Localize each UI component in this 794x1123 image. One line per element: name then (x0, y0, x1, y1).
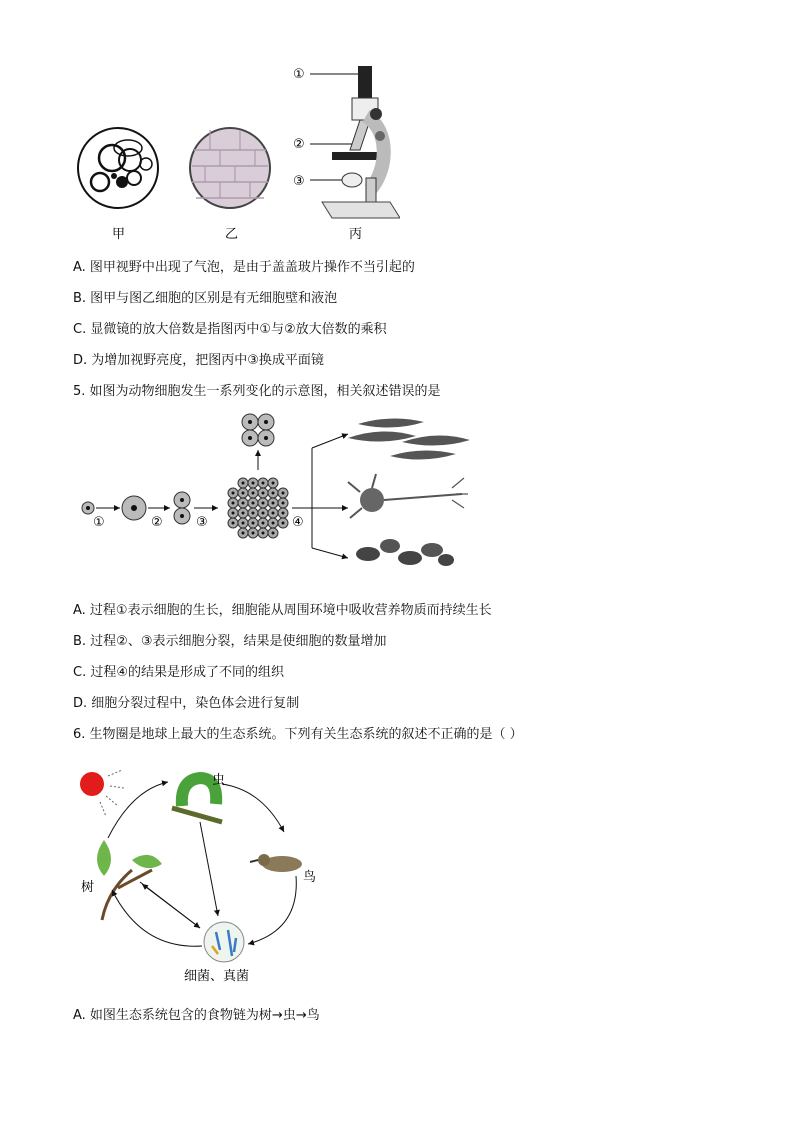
cluster-cell-nucleus (262, 522, 265, 525)
cluster-cell-nucleus (252, 482, 255, 485)
q4-option-b: B. 图甲与图乙细胞的区别是有无细胞壁和液泡 (73, 291, 338, 306)
tree-image (97, 840, 162, 920)
cluster-cell-nucleus (242, 482, 245, 485)
microscope-bing (310, 66, 400, 218)
label-bird: 鸟 (303, 870, 317, 885)
q5-stem: 5. 如图为动物细胞发生一系列变化的示意图，相关叙述错误的是 (73, 384, 441, 399)
cluster-cell-nucleus (262, 492, 265, 495)
q5-option-a: A. 过程①表示细胞的生长，细胞能从周围环境中吸收营养物质而持续生长 (73, 603, 492, 618)
q5-mark-1: ① (93, 515, 105, 530)
cluster-cell-nucleus (242, 492, 245, 495)
q5-mark-2: ② (151, 515, 163, 530)
mark-1: ① (293, 67, 305, 82)
sun-icon (80, 770, 124, 816)
cluster-cell-nucleus (282, 522, 285, 525)
cluster-cell-nucleus (262, 532, 265, 535)
q5-option-d: D. 细胞分裂过程中，染色体会进行复制 (73, 696, 300, 711)
cluster-cell-nucleus (282, 502, 285, 505)
label-yi: 乙 (225, 227, 239, 242)
figure-q6 (72, 760, 332, 990)
cluster-cell-nucleus (252, 492, 255, 495)
figure-q4 (70, 60, 400, 245)
mark-2: ② (293, 137, 305, 152)
cluster-cell-nucleus (252, 522, 255, 525)
cluster-cell-nucleus (242, 512, 245, 515)
q4-option-d: D. 为增加视野亮度，把图丙中③换成平面镜 (73, 353, 324, 368)
q5-mark-4: ④ (292, 515, 304, 530)
label-tree: 树 (81, 880, 95, 895)
q5-mark-3: ③ (196, 515, 208, 530)
view-yi (190, 128, 270, 208)
cluster-cell-nucleus (272, 482, 275, 485)
label-jia: 甲 (112, 227, 126, 242)
cluster-cell-nucleus (272, 492, 275, 495)
q4-option-a: A. 图甲视野中出现了气泡，是由于盖盖玻片操作不当引起的 (73, 260, 415, 275)
cluster-cell-nucleus (252, 512, 255, 515)
cluster-cell-nucleus (262, 502, 265, 505)
bird-image (250, 854, 302, 872)
cluster-cell-nucleus (272, 502, 275, 505)
q4-option-c: C. 显微镜的放大倍数是指图丙中①与②放大倍数的乘积 (73, 322, 387, 337)
cluster-cell-nucleus (242, 502, 245, 505)
q5-option-b: B. 过程②、③表示细胞分裂，结果是使细胞的数量增加 (73, 634, 387, 649)
four-cells (242, 414, 274, 446)
label-microbe: 细菌、真菌 (184, 969, 250, 984)
microbe-image (204, 922, 244, 962)
cell-stage-3 (174, 492, 190, 524)
blood-tissue (356, 539, 454, 566)
cluster-cell-nucleus (252, 502, 255, 505)
cluster-cell-nucleus (232, 502, 235, 505)
cluster-cell-nucleus (262, 512, 265, 515)
cluster-cell-nucleus (242, 532, 245, 535)
q5-option-c: C. 过程④的结果是形成了不同的组织 (73, 665, 284, 680)
cluster-cell-nucleus (282, 512, 285, 515)
cluster-cell-nucleus (272, 522, 275, 525)
view-jia (78, 128, 158, 208)
cell-cluster (228, 478, 288, 538)
q6-stem: 6. 生物圈是地球上最大的生态系统。下列有关生态系统的叙述不正确的是（ ） (73, 727, 523, 742)
figure-q5 (72, 408, 482, 578)
cluster-cell-nucleus (242, 522, 245, 525)
mark-3: ③ (293, 174, 305, 189)
cluster-cell-nucleus (282, 492, 285, 495)
cluster-cell-nucleus (252, 532, 255, 535)
cluster-cell-nucleus (232, 522, 235, 525)
cluster-cell-nucleus (272, 512, 275, 515)
label-bing: 丙 (349, 227, 363, 242)
muscle-tissue (348, 418, 470, 459)
cluster-cell-nucleus (262, 482, 265, 485)
cluster-cell-nucleus (232, 492, 235, 495)
cell-stage-2 (122, 496, 146, 520)
cluster-cell-nucleus (272, 532, 275, 535)
nerve-cell (348, 474, 468, 518)
cluster-cell-nucleus (232, 512, 235, 515)
label-insect: 虫 (212, 773, 226, 788)
q6-option-a: A. 如图生态系统包含的食物链为树→虫→鸟 (73, 1008, 320, 1023)
cell-stage-1 (82, 502, 94, 514)
